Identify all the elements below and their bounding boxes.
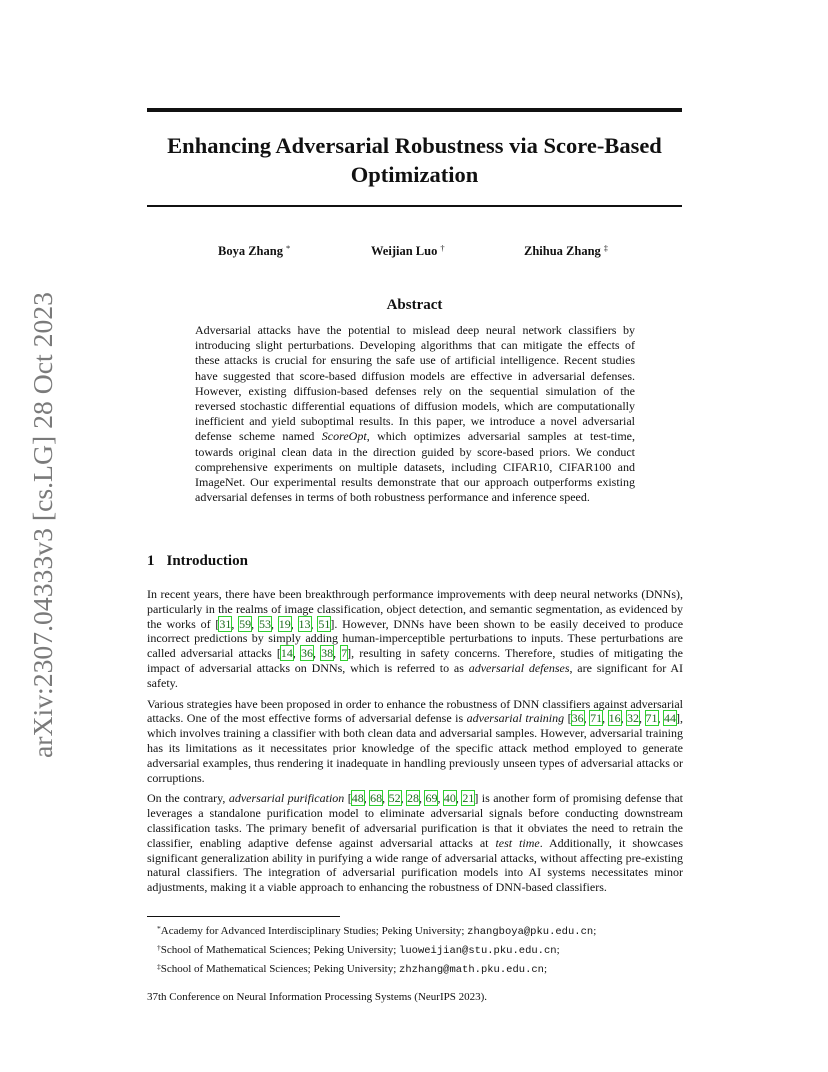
text-run: [ [344, 791, 352, 806]
citation-link[interactable]: 7 [341, 646, 348, 661]
paragraph-1: In recent years, there have been breakthrough performance improvements with deep neural networks (DNNs), particularly in the realms of image classification, object detection, and semantic segmentation, as evidenced by the works of [31, 59, 53, 19, 13, 51]. However, DNNs have been shown to be easily deceived to produce incorrect predictions by simply adding human-imperceptible perturbations to inputs. These perturbations are called adversarial attacks [14, 36, 38, 7], resulting in safety concerns. Therefore, studies of mitigating the impact of adversarial attacks on DNNs, which is referred to as adversarial defenses, are significant for AI safety. [147, 587, 684, 690]
citation-link[interactable]: 28 [407, 791, 420, 806]
citation-link[interactable]: 71 [645, 711, 658, 726]
text-run: ], resulting in safety concerns. Therefore, studies of mitigating the impact of adversarial attacks on DNNs, which is referred to as [147, 646, 684, 675]
paper-title [147, 131, 682, 189]
conference-note: 37th Conference on Neural Information Processing Systems (NeurIPS 2023). [147, 991, 488, 1003]
footnote-3 [157, 959, 596, 978]
paragraph-2: Various strategies have been proposed in order to enhance the robustness of DNN classifiers against adversarial attacks. One of the most effective forms of adversarial defense is adversarial training [36, 71, 16, 32, 71, 44], which involves training a classifier with both clean data and adversarial samples. However, adversarial training has its limitations as it necessitates prior knowledge of the specific attack method employed to generate adversarial examples, thus rendering it inadequate in handling previously unseen types of adversarial attacks or corruptions. [147, 696, 684, 785]
text-run: ]. However, DNNs have been shown to be easily deceived to produce incorrect predictions by simply adding human-imperceptible perturbations to inputs. These perturbations are called adversarial attacks [ [147, 616, 684, 661]
title-rule-top [147, 108, 682, 112]
email-link[interactable]: luoweijian@stu.pku.edu.cn [399, 945, 557, 957]
author-2 [371, 243, 445, 259]
email-link[interactable]: zhzhang@math.pku.edu.cn [399, 964, 544, 976]
section-number: 1 [147, 553, 155, 569]
citation-link[interactable]: 40 [443, 791, 456, 806]
citation-link[interactable]: 36 [300, 646, 313, 661]
author-3 [524, 243, 608, 259]
footnote-end: ; [556, 944, 560, 956]
email-link[interactable]: zhangboya@pku.edu.cn [467, 926, 594, 938]
paragraph-3: On the contrary, adversarial purification [48, 68, 52, 28, 69, 40, 21] is another form of promising defense that leverages a standalone purification model to eliminate adversarial signals before conducting downstream classification tasks. The primary benefit of adversarial purification is that it obviates the need to retrain the classifier, enabling adaptive defense against adversarial attacks at test time. Additionally, it showcases significant generalization ability in purifying a wide range of adversarial attacks, without affecting pre-existing natural classifiers. The integration of adversarial purification models into AI systems necessitates minor adjustments, making it a viable approach to enhancing the robustness of DNN-based classifiers. [147, 791, 684, 895]
abstract-part: Adversarial attacks have the potential to mislead deep neural network classifiers by introducing slight perturbations. Developing algorithms that can mitigate the effects of these attacks is crucial for ensuring the safe use of artificial intelligence. Recent studies have suggested that score-based diffusion models are effective in adversarial defenses. However, existing diffusion-based defenses rely on the sequential simulation of the reversed stochastic differential equations of diffusion models, which are computationally inefficient and yield suboptimal results. In this paper, we introduce a novel adversarial defense scheme named [195, 323, 635, 444]
text-run: ] is another form of promising defense that leverages a standalone purification model to eliminate adversarial signals before conducting downstream classification tasks. The primary benefit of adversarial purification is that it obviates the need to retrain the classifier, enabling adaptive defense against adversarial attacks at [147, 791, 684, 850]
author-name: Weijian Luo [371, 244, 438, 258]
text-run: [ [564, 711, 572, 726]
text-run: . Additionally, it showcases significant generalization ability in purifying a wide range of adversarial attacks, without affecting pre-existing natural classifiers. The integration of adversarial purification models into AI systems necessitates minor adjustments, making it a viable approach to enhancing the robustness of DNN-based classifiers. [147, 835, 684, 895]
text-run: ], which involves training a classifier with both clean data and adversarial samples. However, adversarial training has its limitations as it necessitates prior knowledge of the specific attack method employed to generate adversarial examples, thus rendering it inadequate in handling previously unseen types of adversarial attacks or corruptions. [147, 711, 684, 785]
title-line-1: Enhancing Adversarial Robustness via Score-Based [167, 133, 662, 158]
title-rule-bottom [147, 205, 682, 207]
introduction-body [147, 587, 683, 901]
footnote-text: School of Mathematical Sciences; Peking University; [160, 944, 400, 956]
citation-link[interactable]: 21 [462, 791, 475, 806]
abstract-text [195, 323, 635, 505]
citation-link[interactable]: 16 [608, 711, 621, 726]
method-name: ScoreOpt [321, 429, 367, 444]
footnote-mark: * [157, 924, 161, 933]
footnote-mark: † [157, 943, 161, 952]
emphasis: adversarial purification [228, 791, 345, 806]
footnote-2 [157, 940, 596, 959]
citation-link[interactable]: 19 [278, 616, 291, 631]
arxiv-stamp [18, 292, 62, 762]
section-heading-introduction [147, 553, 248, 570]
emphasis: test time [495, 835, 540, 850]
author-mark: * [285, 243, 291, 253]
footnote-end: ; [543, 963, 548, 975]
citation-link[interactable]: 51 [318, 616, 331, 631]
citation-link[interactable]: 53 [258, 616, 271, 631]
citation-link[interactable]: 38 [321, 646, 334, 661]
citation-link[interactable]: 31 [219, 616, 232, 631]
footnote-end: ; [593, 925, 597, 937]
footnote-text: Academy for Advanced Interdisciplinary Studies; Peking University; [160, 925, 468, 937]
text-run: On the contrary, [147, 791, 229, 806]
abstract-heading: Abstract [386, 297, 443, 313]
footnote-1 [157, 921, 596, 940]
footnote-rule [147, 916, 340, 917]
citation-link[interactable]: 71 [590, 711, 603, 726]
author-mark: † [440, 243, 445, 253]
citation-link[interactable]: 48 [351, 791, 364, 806]
text-run: , are significant for AI safety. [147, 660, 683, 690]
citation-link[interactable]: 13 [298, 616, 311, 631]
citation-link[interactable]: 59 [239, 616, 252, 631]
footnote-text: School of Mathematical Sciences; Peking University; [160, 963, 400, 975]
citation-link[interactable]: 52 [388, 791, 401, 806]
footnote-mark: ‡ [157, 962, 161, 971]
emphasis: adversarial training [466, 711, 565, 726]
text-run: Various strategies have been proposed in order to enhance the robustness of DNN classifiers against adversarial attacks. One of the most effective forms of adversarial defense is [147, 696, 683, 726]
arxiv-id: arXiv:2307.04333v3 [cs.LG] 28 Oct 2023 [28, 303, 58, 758]
citation-link[interactable]: 14 [280, 646, 293, 661]
author-list [147, 243, 682, 263]
author-1 [218, 243, 290, 259]
citation-link[interactable]: 68 [370, 791, 383, 806]
abstract-part: , which optimizes adversarial samples at test-time, towards original clean data in the direction guided by score-based priors. We conduct comprehensive experiments on multiple datasets, including CIFAR10, CIFAR100 and ImageNet. Our experimental results demonstrate that our approach outperforms existing adversarial defenses in terms of both robustness performance and inference speed. [195, 429, 635, 505]
citation-link[interactable]: 69 [425, 791, 438, 806]
text-run: In recent years, there have been breakthrough performance improvements with deep neural networks (DNNs), particularly in the realms of image classification, object detection, and semantic segmentation, as evidenced by the works of [ [147, 587, 683, 631]
citation-link[interactable]: 32 [627, 711, 640, 726]
section-title: Introduction [166, 553, 248, 569]
author-name: Zhihua Zhang [524, 244, 601, 258]
footnotes [157, 921, 596, 978]
emphasis: adversarial defenses [468, 660, 570, 675]
citation-link[interactable]: 36 [571, 711, 584, 726]
author-name: Boya Zhang [218, 244, 283, 258]
citation-link[interactable]: 44 [664, 711, 677, 726]
title-line-2: Optimization [350, 162, 479, 187]
author-mark: ‡ [603, 243, 609, 253]
